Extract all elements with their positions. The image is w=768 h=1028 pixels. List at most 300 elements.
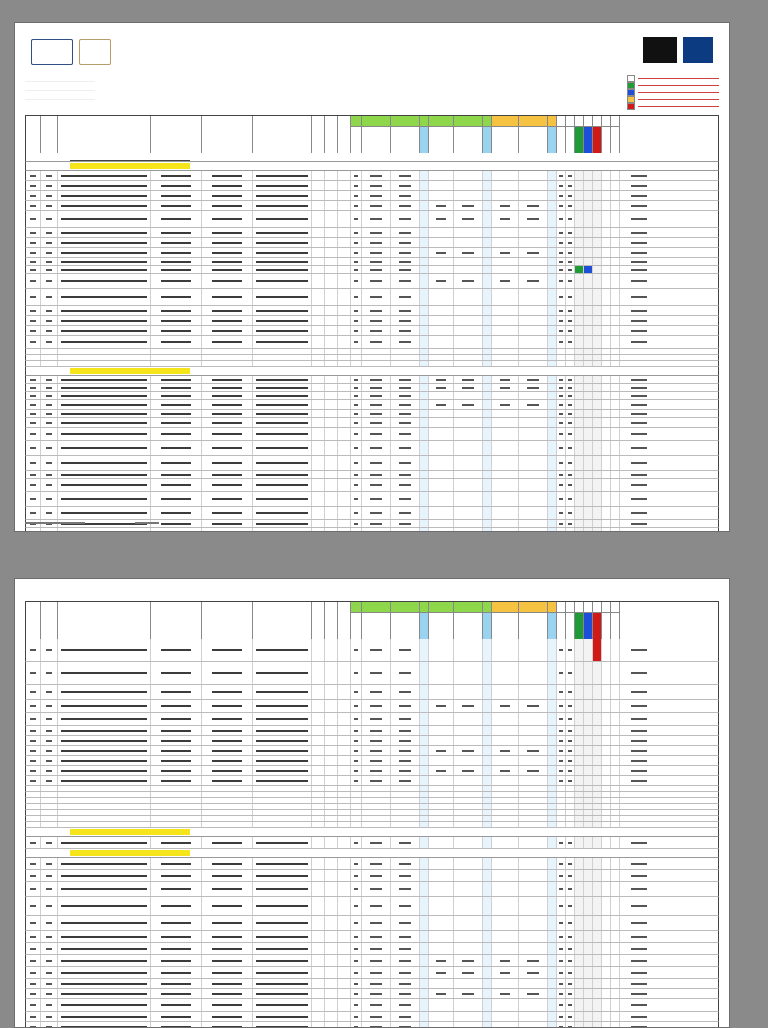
table-cell [611,479,620,491]
table-cell [483,211,492,227]
table-cell [620,274,658,288]
table-cell [548,520,557,527]
table-cell [557,792,566,797]
table-cell [454,766,483,775]
table-cell [620,713,658,725]
table-cell [602,361,611,366]
table-cell [202,181,253,190]
table-cell [253,776,312,785]
table-cell [483,336,492,348]
table-cell [575,520,584,527]
table-cell [202,746,253,755]
table-cell [325,528,338,532]
table-cell [575,792,584,797]
table-cell [351,258,362,265]
table-cell [611,870,620,881]
table-cell [312,943,325,954]
table-cell [253,248,312,257]
table-cell [519,520,548,527]
table-cell [602,266,611,273]
table-cell [391,989,420,998]
table-cell [602,349,611,354]
table-cell [26,289,41,305]
table-cell [312,798,325,803]
table-cell [454,316,483,325]
table-cell [312,882,325,896]
table-cell [351,999,362,1011]
table-cell [202,989,253,998]
table-cell [26,955,41,966]
table-row [25,418,719,428]
table-cell [41,428,58,440]
table-cell [429,306,454,315]
table-cell [202,479,253,491]
table-cell [454,810,483,815]
table-cell [151,306,202,315]
table-cell [584,746,593,755]
table-cell [151,882,202,896]
table-cell [548,639,557,661]
table-cell [312,201,325,210]
table-cell [58,931,151,942]
table-cell [338,528,351,532]
table-cell [391,837,420,848]
table-cell [391,520,420,527]
table-cell [575,228,584,237]
table-cell [41,355,58,360]
table-cell [58,967,151,978]
column-header [338,602,351,640]
table-cell [566,726,575,735]
table-row [25,662,719,685]
table-cell [58,400,151,409]
table-cell [362,792,391,797]
table-cell [584,979,593,988]
table-cell [325,989,338,998]
table-cell [338,822,351,827]
table-cell [602,410,611,417]
table-cell [611,736,620,745]
table-cell [362,882,391,896]
table-cell [202,1022,253,1028]
table-cell [593,700,602,712]
table-cell [362,274,391,288]
table-row [25,685,719,700]
table-row [25,746,719,756]
table-cell [420,471,429,478]
table-cell [557,238,566,247]
table-cell [454,201,483,210]
table-cell [420,211,429,227]
table-row [25,336,719,349]
table-cell [557,736,566,745]
table-cell [557,999,566,1011]
table-row [25,400,719,410]
column-header [620,602,658,640]
table-cell [602,955,611,966]
table-cell [253,211,312,227]
table-cell [593,1022,602,1028]
table-cell [151,191,202,200]
table-cell [253,191,312,200]
table-row [25,736,719,746]
table-cell [454,326,483,335]
table-cell [41,349,58,354]
table-cell [325,520,338,527]
table-cell [566,943,575,954]
table-cell [253,418,312,427]
table-cell [519,191,548,200]
table-cell [202,662,253,684]
table-cell [325,776,338,785]
table-cell [566,349,575,354]
table-cell [519,999,548,1011]
table-cell [325,810,338,815]
table-cell [41,931,58,942]
table-cell [41,479,58,491]
table-cell [620,858,658,869]
table-cell [566,870,575,881]
table-row [25,1012,719,1022]
table-cell [202,870,253,881]
table-cell [338,441,351,455]
table-cell [391,756,420,765]
table-cell [620,931,658,942]
table-cell [611,989,620,998]
table-cell [611,181,620,190]
table-cell [492,858,519,869]
table-cell [58,418,151,427]
table-cell [566,400,575,409]
table-cell [620,400,658,409]
table-cell [420,931,429,942]
table-cell [429,776,454,785]
table-cell [362,858,391,869]
table-cell [362,746,391,755]
table-cell [483,736,492,745]
table-cell [351,400,362,409]
table-cell [454,228,483,237]
table-cell [202,685,253,699]
table-cell [312,766,325,775]
table-cell [454,713,483,725]
table-cell [253,289,312,305]
table-cell [338,882,351,896]
table-cell [202,931,253,942]
table-cell [557,746,566,755]
table-cell [26,191,41,200]
table-cell [58,349,151,354]
table-cell [351,798,362,803]
column-header [557,602,566,640]
table-cell [253,1022,312,1028]
table-cell [519,201,548,210]
table-cell [362,228,391,237]
table-cell [26,228,41,237]
table-cell [557,376,566,383]
table-cell [492,700,519,712]
table-cell [593,967,602,978]
table-cell [483,766,492,775]
table-cell [351,428,362,440]
table-cell [362,355,391,360]
column-header [312,602,325,640]
table-cell [202,410,253,417]
table-cell [429,376,454,383]
table-cell [312,181,325,190]
table-cell [454,238,483,247]
table-cell [483,999,492,1011]
table-cell [602,528,611,532]
table-cell [566,316,575,325]
table-cell [620,248,658,257]
table-cell [429,979,454,988]
table-cell [483,662,492,684]
table-cell [548,428,557,440]
table-cell [391,931,420,942]
table-cell [584,266,593,273]
table-cell [41,238,58,247]
table-cell [548,306,557,315]
table-cell [566,882,575,896]
table-cell [151,776,202,785]
table-cell [338,989,351,998]
column-header [593,116,602,154]
status-legend [627,75,719,109]
table-cell [620,456,658,470]
table-cell [548,238,557,247]
table-cell [151,355,202,360]
table-cell [429,804,454,809]
table-cell [557,479,566,491]
table-cell [557,776,566,785]
table-cell [391,882,420,896]
table-cell [566,746,575,755]
table-cell [584,471,593,478]
table-cell [584,1012,593,1021]
table-cell [492,289,519,305]
table-cell [362,931,391,942]
katara-logo [79,39,111,65]
table-cell [58,326,151,335]
table-cell [483,441,492,455]
table-cell [593,792,602,797]
table-cell [557,361,566,366]
table-cell [312,792,325,797]
table-cell [325,361,338,366]
table-cell [593,766,602,775]
table-cell [483,410,492,417]
table-cell [253,816,312,821]
table-cell [202,766,253,775]
table-cell [420,804,429,809]
column-header [566,602,575,640]
table-cell [391,171,420,180]
table-cell [620,700,658,712]
table-cell [557,306,566,315]
table-cell [557,349,566,354]
table-cell [391,306,420,315]
column-header [362,602,391,640]
table-cell [362,441,391,455]
table-row [25,211,719,228]
table-cell [312,897,325,915]
table-cell [584,336,593,348]
table-cell [611,967,620,978]
table-cell [362,822,391,827]
table-cell [454,746,483,755]
table-cell [151,967,202,978]
table-cell [584,816,593,821]
table-cell [483,266,492,273]
column-header [420,116,429,154]
table-row [25,766,719,776]
table-cell [483,756,492,765]
table-cell [338,999,351,1011]
table-cell [338,810,351,815]
table-cell [519,816,548,821]
table-cell [492,916,519,930]
table-cell [492,274,519,288]
table-cell [253,955,312,966]
table-cell [253,685,312,699]
table-row [25,726,719,736]
table-cell [611,766,620,775]
table-cell [575,456,584,470]
table-cell [454,376,483,383]
table-cell [429,792,454,797]
table-cell [454,384,483,391]
table-cell [338,376,351,383]
table-cell [429,355,454,360]
table-cell [611,258,620,265]
table-cell [312,1012,325,1021]
table-cell [519,336,548,348]
column-header [351,116,362,154]
table-cell [566,528,575,532]
table-cell [351,943,362,954]
table-cell [566,685,575,699]
table-cell [151,238,202,247]
table-row [25,931,719,943]
table-cell [253,786,312,791]
table-cell [593,662,602,684]
table-cell [26,916,41,930]
table-cell [253,700,312,712]
table-cell [391,376,420,383]
table-cell [312,639,325,661]
table-cell [351,384,362,391]
table-cell [519,238,548,247]
table-cell [391,238,420,247]
table-body [25,639,719,1028]
table-row [25,410,719,418]
table-cell [351,274,362,288]
table-cell [391,870,420,881]
table-cell [41,289,58,305]
table-cell [202,349,253,354]
table-cell [483,492,492,506]
table-cell [338,979,351,988]
table-cell [351,456,362,470]
table-cell [454,274,483,288]
table-cell [325,258,338,265]
table-cell [26,349,41,354]
table-cell [483,428,492,440]
table-cell [593,776,602,785]
table-cell [492,1012,519,1021]
table-cell [420,989,429,998]
table-cell [454,392,483,399]
table-cell [202,336,253,348]
table-row [25,999,719,1012]
table-cell [391,441,420,455]
table-cell [151,400,202,409]
table-cell [41,392,58,399]
table-cell [312,999,325,1011]
table-cell [420,897,429,915]
table-cell [58,471,151,478]
table-cell [253,766,312,775]
table-cell [575,804,584,809]
table-cell [548,181,557,190]
table-cell [584,410,593,417]
table-cell [429,520,454,527]
table-cell [548,766,557,775]
table-cell [454,837,483,848]
table-cell [454,181,483,190]
document-title [255,39,489,48]
table-cell [351,316,362,325]
table-cell [391,943,420,954]
table-cell [391,349,420,354]
table-cell [391,211,420,227]
table-cell [338,479,351,491]
table-cell [202,882,253,896]
table-cell [325,967,338,978]
table-cell [557,897,566,915]
table-cell [338,804,351,809]
table-cell [362,507,391,519]
table-cell [41,756,58,765]
table-cell [566,274,575,288]
table-cell [602,897,611,915]
table-cell [519,492,548,506]
table-cell [420,528,429,532]
table-cell [620,528,658,532]
table-cell [611,822,620,827]
table-cell [420,792,429,797]
table-cell [611,943,620,954]
table-cell [429,999,454,1011]
table-cell [338,326,351,335]
table-row [25,258,719,266]
table-cell [41,955,58,966]
table-cell [557,201,566,210]
table-cell [338,1022,351,1028]
table-cell [351,685,362,699]
table-cell [58,211,151,227]
table-cell [492,336,519,348]
table-cell [351,736,362,745]
table-cell [325,266,338,273]
table-cell [483,858,492,869]
table-cell [575,316,584,325]
column-header [557,116,566,154]
table-cell [611,685,620,699]
table-cell [566,306,575,315]
table-cell [41,662,58,684]
